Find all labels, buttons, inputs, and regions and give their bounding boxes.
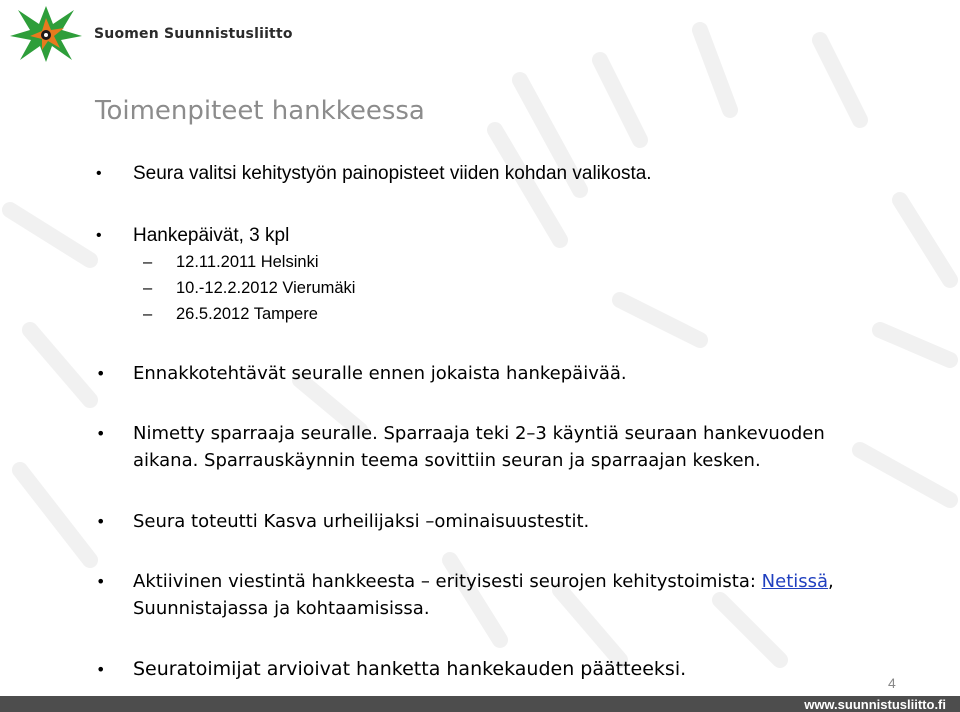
bullet-text: Seura toteutti Kasva urheilijaksi –ominaisuustestit. xyxy=(133,511,590,532)
bullet-text: Ennakkotehtävät seuralle ennen jokaista hankepäivää. xyxy=(133,363,627,384)
bullet-marker: • xyxy=(96,424,106,443)
sub-item-text: 26.5.2012 Tampere xyxy=(176,305,318,323)
page-number: 4 xyxy=(888,675,896,691)
slide-title: Toimenpiteet hankkeessa xyxy=(95,96,425,126)
dash-marker: – xyxy=(143,253,153,271)
dash-marker: – xyxy=(143,305,153,323)
bullet-marker: • xyxy=(96,572,106,591)
netissa-link[interactable]: Netissä xyxy=(761,571,829,592)
bullet-marker: • xyxy=(96,165,102,182)
footer-url[interactable]: www.suunnistusliitto.fi xyxy=(804,697,946,712)
dash-marker: – xyxy=(143,279,153,297)
bullet-text: Seuratoimijat arvioivat hanketta hankekauden päätteeksi. xyxy=(133,658,687,680)
organization-name: Suomen Suunnistusliitto xyxy=(94,26,293,42)
bullet-marker: • xyxy=(96,227,102,244)
bullet-text-part: , Suunnistajassa ja kohtaamisissa. xyxy=(133,571,834,619)
bullet-text: Nimetty sparraaja seuralle. Sparraaja teki 2–3 käyntiä seuraan hankevuoden aikana. Sparrauskäynnin teema sovittiin seuran ja sparraajan kesken. xyxy=(133,423,825,471)
bullet-text: Seura valitsi kehitystyön painopisteet viiden kohdan valikosta. xyxy=(133,163,652,184)
bullet-text-part: Aktiivinen viestintä hankkeesta – erityisesti seurojen kehitystoimista: xyxy=(133,571,762,592)
federation-logo xyxy=(8,4,84,64)
bullet-marker: • xyxy=(96,364,106,383)
sub-item-text: 12.11.2011 Helsinki xyxy=(176,253,319,271)
bullet-text: Hankepäivät, 3 kpl xyxy=(133,225,290,246)
sub-item-text: 10.-12.2.2012 Vierumäki xyxy=(176,279,356,297)
bullet-text xyxy=(133,568,893,622)
bullet-marker: • xyxy=(96,660,106,679)
bullet-marker: • xyxy=(96,512,106,531)
